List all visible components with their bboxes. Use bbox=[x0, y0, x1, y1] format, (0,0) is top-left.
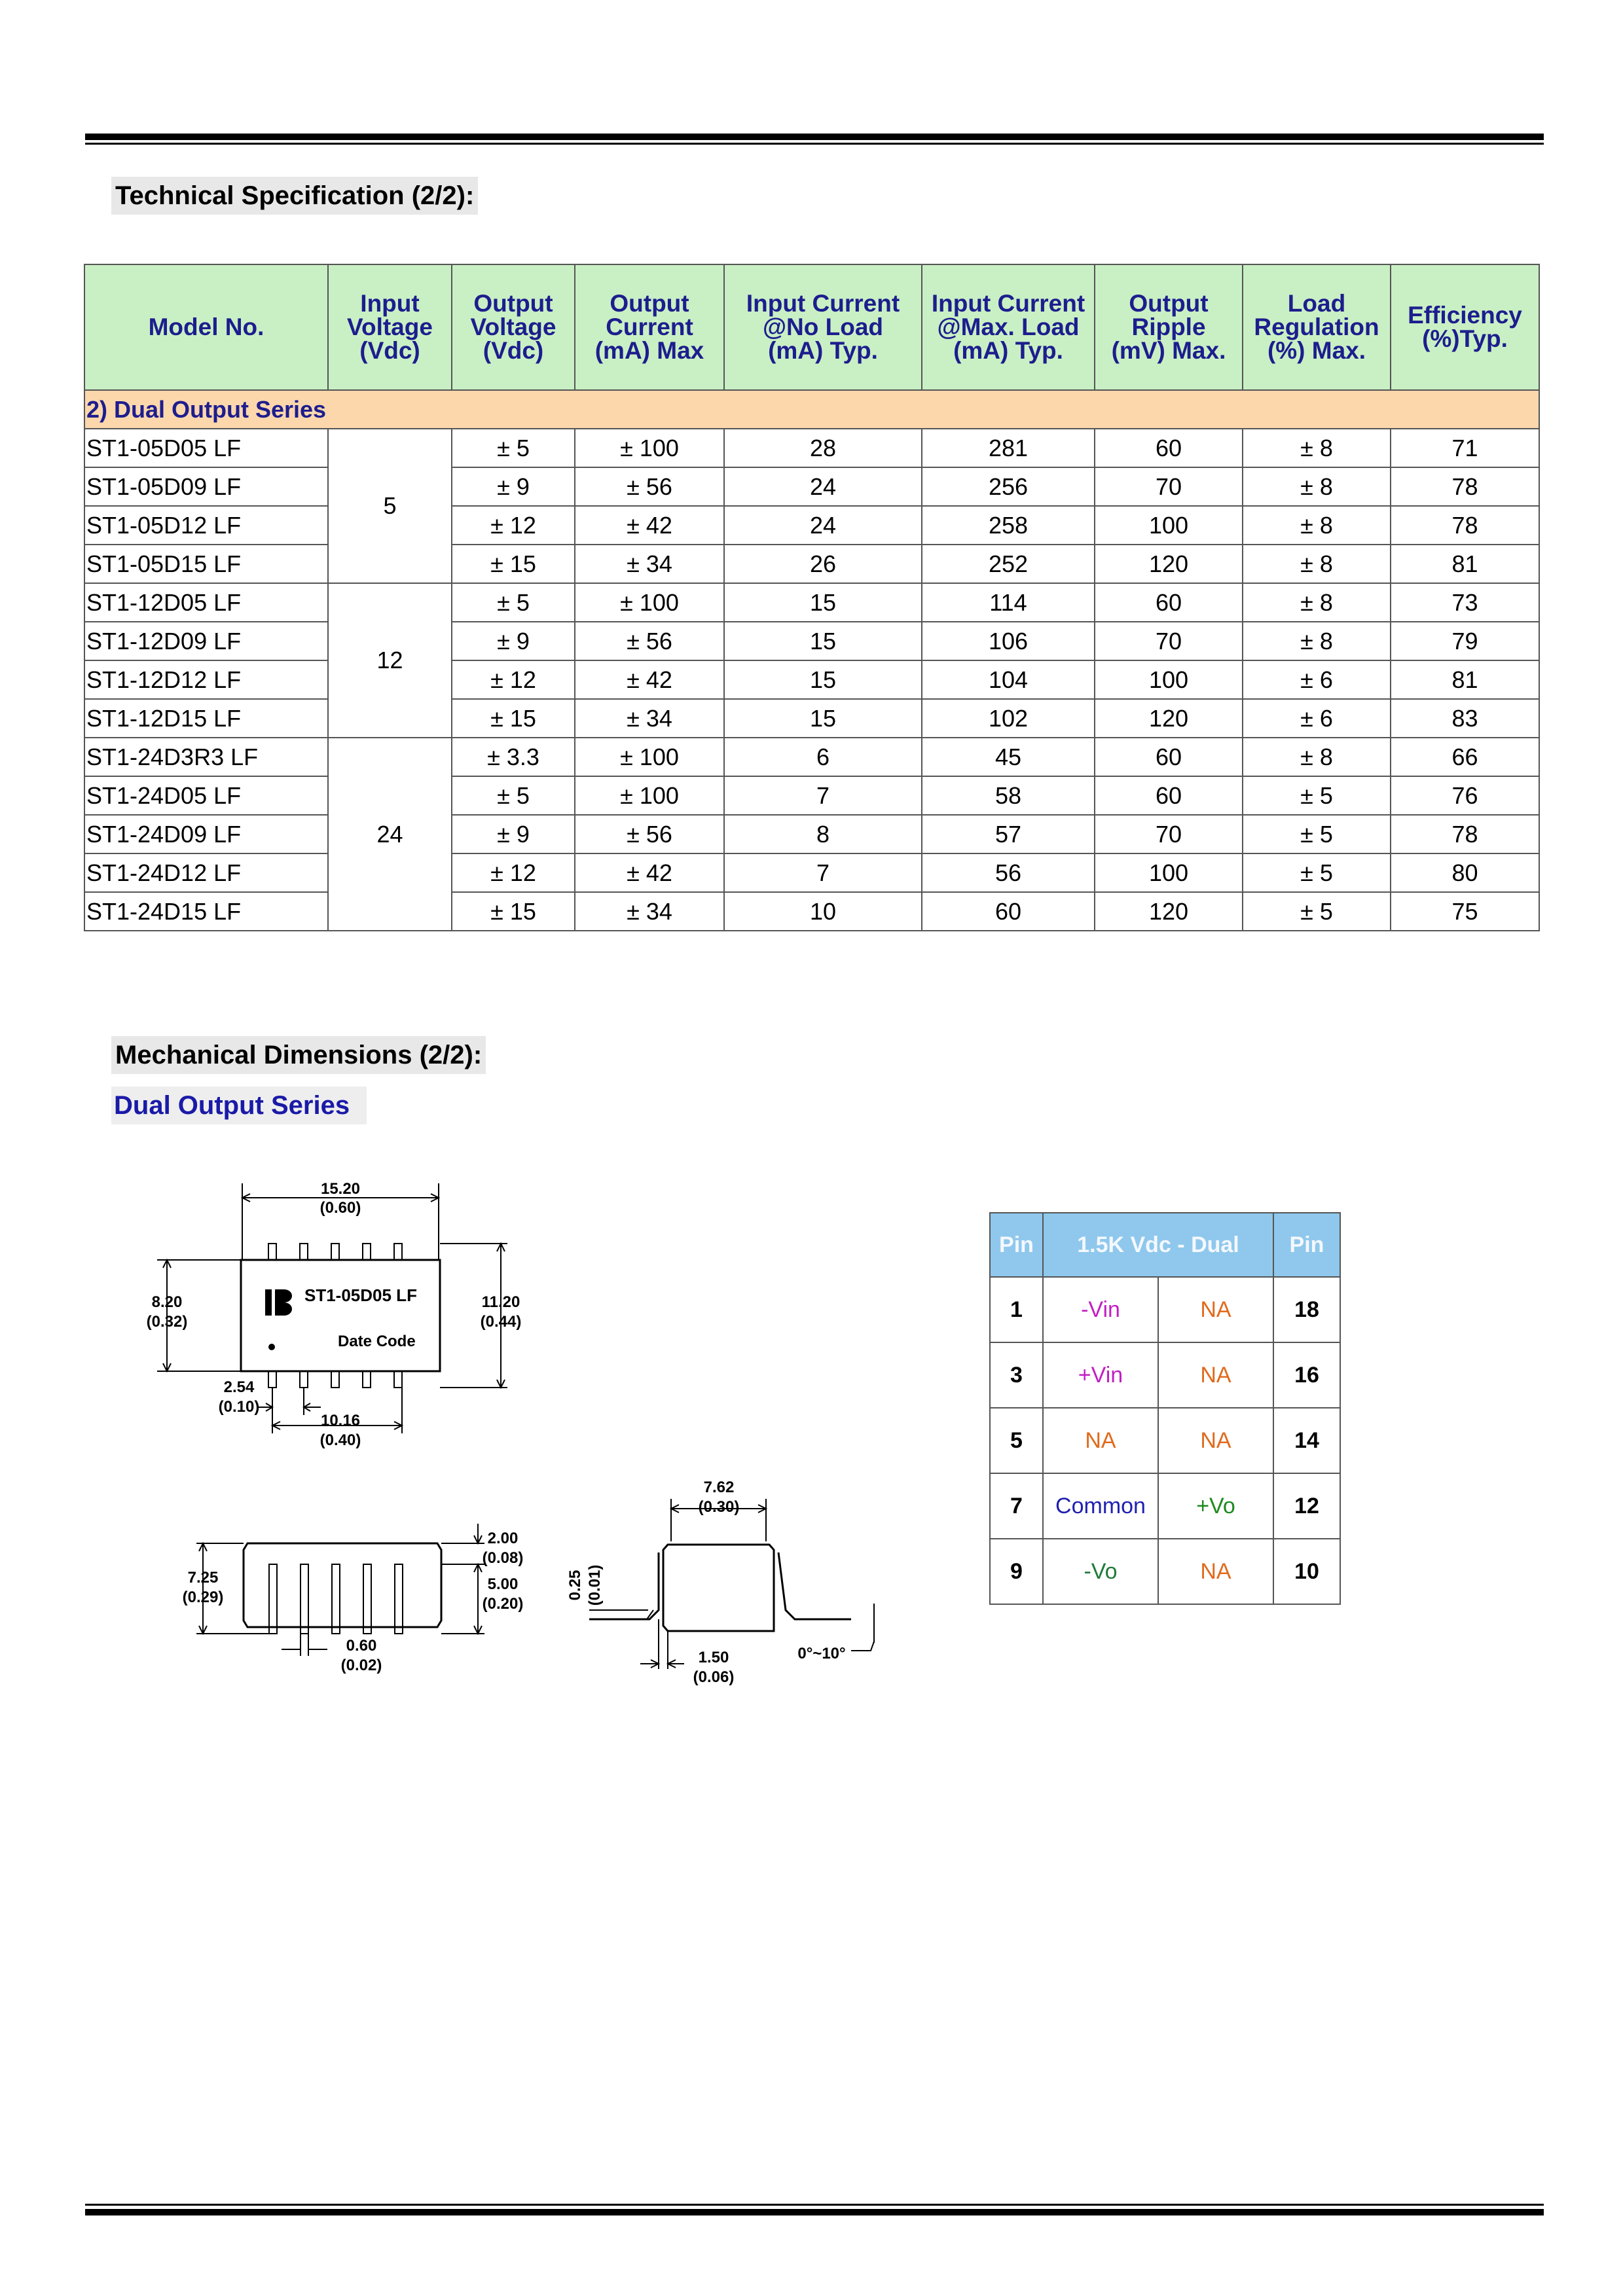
side-view-drawing bbox=[131, 1512, 550, 1708]
noload-current-cell: 28 bbox=[724, 429, 922, 467]
pin-function-left: -Vin bbox=[1043, 1277, 1158, 1342]
output-current-cell: ± 42 bbox=[575, 660, 724, 699]
efficiency-cell: 73 bbox=[1391, 583, 1539, 622]
table-row bbox=[84, 467, 1539, 506]
model-cell: ST1-24D12 LF bbox=[84, 853, 328, 892]
efficiency-cell: 81 bbox=[1391, 660, 1539, 699]
ripple-cell: 100 bbox=[1095, 506, 1243, 545]
pin-row bbox=[990, 1539, 1340, 1604]
maxload-current-cell: 106 bbox=[922, 622, 1095, 660]
model-cell: ST1-24D05 LF bbox=[84, 776, 328, 815]
output-current-cell: ± 56 bbox=[575, 467, 724, 506]
table-row bbox=[84, 660, 1539, 699]
noload-current-cell: 24 bbox=[724, 506, 922, 545]
input-voltage-cell: 24 bbox=[328, 738, 452, 931]
efficiency-cell: 75 bbox=[1391, 892, 1539, 931]
model-cell: ST1-12D12 LF bbox=[84, 660, 328, 699]
efficiency-cell: 78 bbox=[1391, 467, 1539, 506]
left-height-mm: 8.20 bbox=[151, 1293, 183, 1311]
model-cell: ST1-24D3R3 LF bbox=[84, 738, 328, 776]
regulation-cell: ± 5 bbox=[1243, 892, 1391, 931]
table-row bbox=[84, 699, 1539, 738]
noload-current-cell: 10 bbox=[724, 892, 922, 931]
top-rule-thin bbox=[85, 143, 1544, 145]
pin-number-right: 16 bbox=[1273, 1342, 1340, 1408]
header-efficiency: Efficiency (%)Typ. bbox=[1391, 264, 1539, 390]
model-cell: ST1-05D15 LF bbox=[84, 545, 328, 583]
output-voltage-cell: ± 3.3 bbox=[452, 738, 575, 776]
ripple-cell: 60 bbox=[1095, 583, 1243, 622]
output-current-cell: ± 34 bbox=[575, 892, 724, 931]
side-leg-in: (0.20) bbox=[482, 1595, 524, 1613]
date-code: Date Code bbox=[338, 1333, 416, 1350]
efficiency-cell: 81 bbox=[1391, 545, 1539, 583]
model-cell: ST1-12D15 LF bbox=[84, 699, 328, 738]
pin-number-left: 3 bbox=[990, 1342, 1043, 1408]
ripple-cell: 70 bbox=[1095, 622, 1243, 660]
pin-number-right: 14 bbox=[1273, 1408, 1340, 1473]
maxload-current-cell: 256 bbox=[922, 467, 1095, 506]
pin-function-left: Common bbox=[1043, 1473, 1158, 1539]
top-view-drawing bbox=[131, 1172, 550, 1460]
model-cell: ST1-24D15 LF bbox=[84, 892, 328, 931]
table-row bbox=[84, 853, 1539, 892]
header-input-voltage: Input Voltage (Vdc) bbox=[328, 264, 452, 390]
header-load-regulation: Load Regulation (%) Max. bbox=[1243, 264, 1391, 390]
pin-function-right: NA bbox=[1158, 1408, 1273, 1473]
mech-title: Mechanical Dimensions (2/2): bbox=[111, 1036, 486, 1074]
regulation-cell: ± 8 bbox=[1243, 467, 1391, 506]
pin-row bbox=[990, 1473, 1340, 1539]
end-width-mm: 7.62 bbox=[703, 1479, 735, 1496]
ripple-cell: 100 bbox=[1095, 660, 1243, 699]
efficiency-cell: 71 bbox=[1391, 429, 1539, 467]
noload-current-cell: 15 bbox=[724, 660, 922, 699]
pitch-mm: 2.54 bbox=[223, 1378, 255, 1396]
efficiency-cell: 78 bbox=[1391, 506, 1539, 545]
table-row bbox=[84, 892, 1539, 931]
side-leg-mm: 5.00 bbox=[487, 1575, 519, 1593]
side-height-in: (0.29) bbox=[182, 1588, 224, 1606]
pin-row bbox=[990, 1277, 1340, 1342]
noload-current-cell: 7 bbox=[724, 853, 922, 892]
top-width-in: (0.60) bbox=[319, 1199, 361, 1217]
model-cell: ST1-12D09 LF bbox=[84, 622, 328, 660]
efficiency-cell: 78 bbox=[1391, 815, 1539, 853]
header-output-voltage: Output Voltage (Vdc) bbox=[452, 264, 575, 390]
pin-row bbox=[990, 1408, 1340, 1473]
right-height-mm: 11.20 bbox=[481, 1293, 520, 1311]
ripple-cell: 120 bbox=[1095, 545, 1243, 583]
model-cell: ST1-12D05 LF bbox=[84, 583, 328, 622]
regulation-cell: ± 6 bbox=[1243, 699, 1391, 738]
side-top-in: (0.08) bbox=[482, 1549, 524, 1567]
regulation-cell: ± 5 bbox=[1243, 776, 1391, 815]
regulation-cell: ± 8 bbox=[1243, 545, 1391, 583]
regulation-cell: ± 8 bbox=[1243, 622, 1391, 660]
model-cell: ST1-05D12 LF bbox=[84, 506, 328, 545]
series-row bbox=[84, 390, 1539, 429]
maxload-current-cell: 102 bbox=[922, 699, 1095, 738]
pin-table bbox=[989, 1212, 1341, 1605]
regulation-cell: ± 8 bbox=[1243, 506, 1391, 545]
header-input-current-maxload: Input Current @Max. Load (mA) Typ. bbox=[922, 264, 1095, 390]
pin-function-left: +Vin bbox=[1043, 1342, 1158, 1408]
output-voltage-cell: ± 9 bbox=[452, 622, 575, 660]
noload-current-cell: 8 bbox=[724, 815, 922, 853]
maxload-current-cell: 60 bbox=[922, 892, 1095, 931]
pin-header-row bbox=[990, 1213, 1340, 1277]
left-height-in: (0.32) bbox=[146, 1313, 188, 1331]
output-voltage-cell: ± 15 bbox=[452, 699, 575, 738]
ripple-cell: 70 bbox=[1095, 467, 1243, 506]
maxload-current-cell: 258 bbox=[922, 506, 1095, 545]
model-cell: ST1-05D09 LF bbox=[84, 467, 328, 506]
ripple-cell: 60 bbox=[1095, 738, 1243, 776]
regulation-cell: ± 5 bbox=[1243, 815, 1391, 853]
regulation-cell: ± 8 bbox=[1243, 738, 1391, 776]
noload-current-cell: 15 bbox=[724, 699, 922, 738]
thickness-in: (0.01) bbox=[586, 1564, 604, 1606]
top-rule-thick bbox=[85, 134, 1544, 140]
pitch-in: (0.10) bbox=[218, 1398, 260, 1416]
noload-current-cell: 26 bbox=[724, 545, 922, 583]
table-row bbox=[84, 583, 1539, 622]
efficiency-cell: 76 bbox=[1391, 776, 1539, 815]
series-label: 2) Dual Output Series bbox=[84, 390, 1539, 429]
efficiency-cell: 80 bbox=[1391, 853, 1539, 892]
ripple-cell: 120 bbox=[1095, 892, 1243, 931]
model-cell: ST1-05D05 LF bbox=[84, 429, 328, 467]
pin-number-right: 18 bbox=[1273, 1277, 1340, 1342]
table-row bbox=[84, 776, 1539, 815]
end-width-in: (0.30) bbox=[698, 1498, 740, 1516]
output-current-cell: ± 42 bbox=[575, 853, 724, 892]
pin-function-right: NA bbox=[1158, 1342, 1273, 1408]
pin-number-left: 5 bbox=[990, 1408, 1043, 1473]
noload-current-cell: 24 bbox=[724, 467, 922, 506]
output-voltage-cell: ± 12 bbox=[452, 660, 575, 699]
pin-row bbox=[990, 1342, 1340, 1408]
input-voltage-cell: 12 bbox=[328, 583, 452, 738]
spec-header-row bbox=[84, 264, 1539, 390]
table-row bbox=[84, 815, 1539, 853]
output-current-cell: ± 34 bbox=[575, 699, 724, 738]
header-output-ripple: Output Ripple (mV) Max. bbox=[1095, 264, 1243, 390]
pin-width-mm: 0.60 bbox=[346, 1637, 377, 1655]
output-current-cell: ± 100 bbox=[575, 776, 724, 815]
pin-width-in: (0.02) bbox=[340, 1657, 382, 1674]
spec-title: Technical Specification (2/2): bbox=[111, 177, 478, 215]
pin-number-right: 12 bbox=[1273, 1473, 1340, 1539]
maxload-current-cell: 114 bbox=[922, 583, 1095, 622]
maxload-current-cell: 56 bbox=[922, 853, 1095, 892]
logo-icon bbox=[265, 1289, 292, 1316]
table-row bbox=[84, 506, 1539, 545]
ripple-cell: 60 bbox=[1095, 776, 1243, 815]
maxload-current-cell: 57 bbox=[922, 815, 1095, 853]
spec-table bbox=[84, 264, 1540, 931]
table-row bbox=[84, 738, 1539, 776]
output-voltage-cell: ± 12 bbox=[452, 853, 575, 892]
ripple-cell: 120 bbox=[1095, 699, 1243, 738]
output-current-cell: ± 100 bbox=[575, 583, 724, 622]
output-voltage-cell: ± 9 bbox=[452, 815, 575, 853]
regulation-cell: ± 8 bbox=[1243, 583, 1391, 622]
pin-header-title: 1.5K Vdc - Dual bbox=[1043, 1213, 1273, 1277]
header-output-current: Output Current (mA) Max bbox=[575, 264, 724, 390]
output-voltage-cell: ± 5 bbox=[452, 776, 575, 815]
thickness-mm: 0.25 bbox=[566, 1570, 584, 1601]
regulation-cell: ± 6 bbox=[1243, 660, 1391, 699]
foot-mm: 1.50 bbox=[698, 1649, 729, 1666]
maxload-current-cell: 104 bbox=[922, 660, 1095, 699]
maxload-current-cell: 281 bbox=[922, 429, 1095, 467]
output-current-cell: ± 56 bbox=[575, 622, 724, 660]
output-current-cell: ± 56 bbox=[575, 815, 724, 853]
output-voltage-cell: ± 5 bbox=[452, 583, 575, 622]
efficiency-cell: 79 bbox=[1391, 622, 1539, 660]
output-voltage-cell: ± 5 bbox=[452, 429, 575, 467]
top-width-mm: 15.20 bbox=[320, 1180, 361, 1198]
pin-number-left: 7 bbox=[990, 1473, 1043, 1539]
regulation-cell: ± 5 bbox=[1243, 853, 1391, 892]
regulation-cell: ± 8 bbox=[1243, 429, 1391, 467]
efficiency-cell: 66 bbox=[1391, 738, 1539, 776]
bottom-rule-thick bbox=[85, 2209, 1544, 2215]
noload-current-cell: 15 bbox=[724, 583, 922, 622]
maxload-current-cell: 58 bbox=[922, 776, 1095, 815]
output-current-cell: ± 100 bbox=[575, 429, 724, 467]
table-row bbox=[84, 622, 1539, 660]
right-height-in: (0.44) bbox=[480, 1313, 522, 1331]
maxload-current-cell: 45 bbox=[922, 738, 1095, 776]
output-voltage-cell: ± 9 bbox=[452, 467, 575, 506]
model-cell: ST1-24D09 LF bbox=[84, 815, 328, 853]
side-top-mm: 2.00 bbox=[487, 1530, 519, 1547]
ripple-cell: 100 bbox=[1095, 853, 1243, 892]
maxload-current-cell: 252 bbox=[922, 545, 1095, 583]
part-label: ST1-05D05 LF bbox=[304, 1285, 417, 1305]
pin-header-left: Pin bbox=[990, 1213, 1043, 1277]
pin-header-right: Pin bbox=[1273, 1213, 1340, 1277]
output-current-cell: ± 42 bbox=[575, 506, 724, 545]
pin-function-right: NA bbox=[1158, 1277, 1273, 1342]
ripple-cell: 70 bbox=[1095, 815, 1243, 853]
output-voltage-cell: ± 12 bbox=[452, 506, 575, 545]
pin-function-right: +Vo bbox=[1158, 1473, 1273, 1539]
angle-label: 0°~10° bbox=[797, 1645, 846, 1662]
pin-number-left: 9 bbox=[990, 1539, 1043, 1604]
bottom-rule-thin bbox=[85, 2204, 1544, 2206]
mech-subtitle: Dual Output Series bbox=[111, 1086, 367, 1124]
header-model: Model No. bbox=[84, 264, 328, 390]
pin-function-left: -Vo bbox=[1043, 1539, 1158, 1604]
noload-current-cell: 15 bbox=[724, 622, 922, 660]
span-in: (0.40) bbox=[319, 1431, 361, 1449]
pin-number-left: 1 bbox=[990, 1277, 1043, 1342]
output-current-cell: ± 100 bbox=[575, 738, 724, 776]
output-voltage-cell: ± 15 bbox=[452, 545, 575, 583]
pin-function-right: NA bbox=[1158, 1539, 1273, 1604]
pin-number-right: 10 bbox=[1273, 1539, 1340, 1604]
pin-function-left: NA bbox=[1043, 1408, 1158, 1473]
side-height-mm: 7.25 bbox=[187, 1569, 219, 1587]
header-input-current-noload: Input Current @No Load (mA) Typ. bbox=[724, 264, 922, 390]
input-voltage-cell: 5 bbox=[328, 429, 452, 583]
table-row bbox=[84, 545, 1539, 583]
noload-current-cell: 6 bbox=[724, 738, 922, 776]
end-view-drawing bbox=[566, 1479, 890, 1695]
output-current-cell: ± 34 bbox=[575, 545, 724, 583]
ripple-cell: 60 bbox=[1095, 429, 1243, 467]
span-mm: 10.16 bbox=[320, 1412, 361, 1429]
table-row bbox=[84, 429, 1539, 467]
efficiency-cell: 83 bbox=[1391, 699, 1539, 738]
foot-in: (0.06) bbox=[693, 1668, 735, 1686]
noload-current-cell: 7 bbox=[724, 776, 922, 815]
output-voltage-cell: ± 15 bbox=[452, 892, 575, 931]
